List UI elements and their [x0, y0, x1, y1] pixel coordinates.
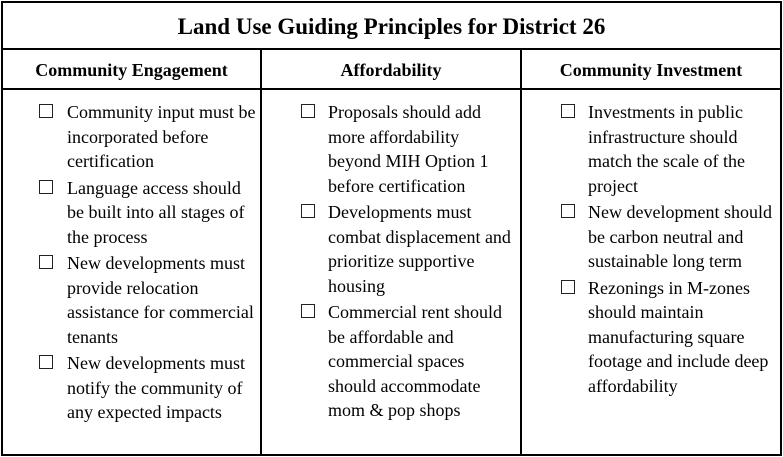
checklist — [262, 90, 520, 423]
column-affordability — [260, 50, 520, 454]
checklist-item — [522, 276, 780, 399]
principles-table — [1, 1, 782, 456]
checklist-item — [262, 200, 520, 298]
checklist-item-text: New developments must notify the community of any expected impacts — [67, 353, 245, 422]
checkbox-icon[interactable] — [39, 255, 53, 269]
checklist-item-text: Investments in public infrastructure should match the scale of the project — [588, 102, 745, 196]
checklist-item-text: Proposals should add more affordability beyond MIH Option 1 before certification — [328, 102, 489, 196]
checkbox-icon[interactable] — [561, 280, 575, 294]
checkbox-icon[interactable] — [39, 104, 53, 118]
checkbox-icon[interactable] — [561, 104, 575, 118]
checklist-item — [3, 100, 260, 174]
checklist-item-text: Community input must be incorporated before certification — [67, 102, 256, 171]
checkbox-icon[interactable] — [39, 355, 53, 369]
checklist-item-text: Commercial rent should be affordable and commercial spaces should accommodate mom & pop shops — [328, 302, 502, 420]
checklist-item — [3, 351, 260, 425]
column-community-engagement — [3, 50, 260, 454]
column-heading: Affordability — [262, 50, 520, 90]
checklist-item-text: Developments must combat displacement and prioritize supportive housing — [328, 202, 511, 296]
checkbox-icon[interactable] — [301, 304, 315, 318]
checklist-item — [3, 176, 260, 250]
checklist-item — [3, 251, 260, 349]
checklist — [522, 90, 780, 398]
checklist-item-text: Language access should be built into all stages of the process — [67, 177, 245, 247]
columns — [3, 50, 780, 454]
checklist-item-text: New developments must provide relocation assistance for commercial tenants — [67, 253, 254, 347]
column-heading: Community Engagement — [3, 50, 260, 90]
column-community-investment — [520, 50, 780, 454]
checkbox-icon[interactable] — [39, 180, 53, 194]
column-heading: Community Investment — [522, 50, 780, 90]
table-title: Land Use Guiding Principles for District 26 — [3, 3, 780, 50]
checkbox-icon[interactable] — [301, 204, 315, 218]
checkbox-icon[interactable] — [301, 104, 315, 118]
checkbox-icon[interactable] — [561, 204, 575, 218]
checklist — [3, 90, 260, 425]
checklist-item-text: New development should be carbon neutral and sustainable long term — [588, 202, 772, 271]
checklist-item — [262, 300, 520, 423]
checklist-item-text: Rezonings in M-zones should maintain manufacturing square footage and include deep affordability — [588, 277, 769, 396]
checklist-item — [522, 100, 780, 198]
checklist-item — [522, 200, 780, 274]
checklist-item — [262, 100, 520, 198]
